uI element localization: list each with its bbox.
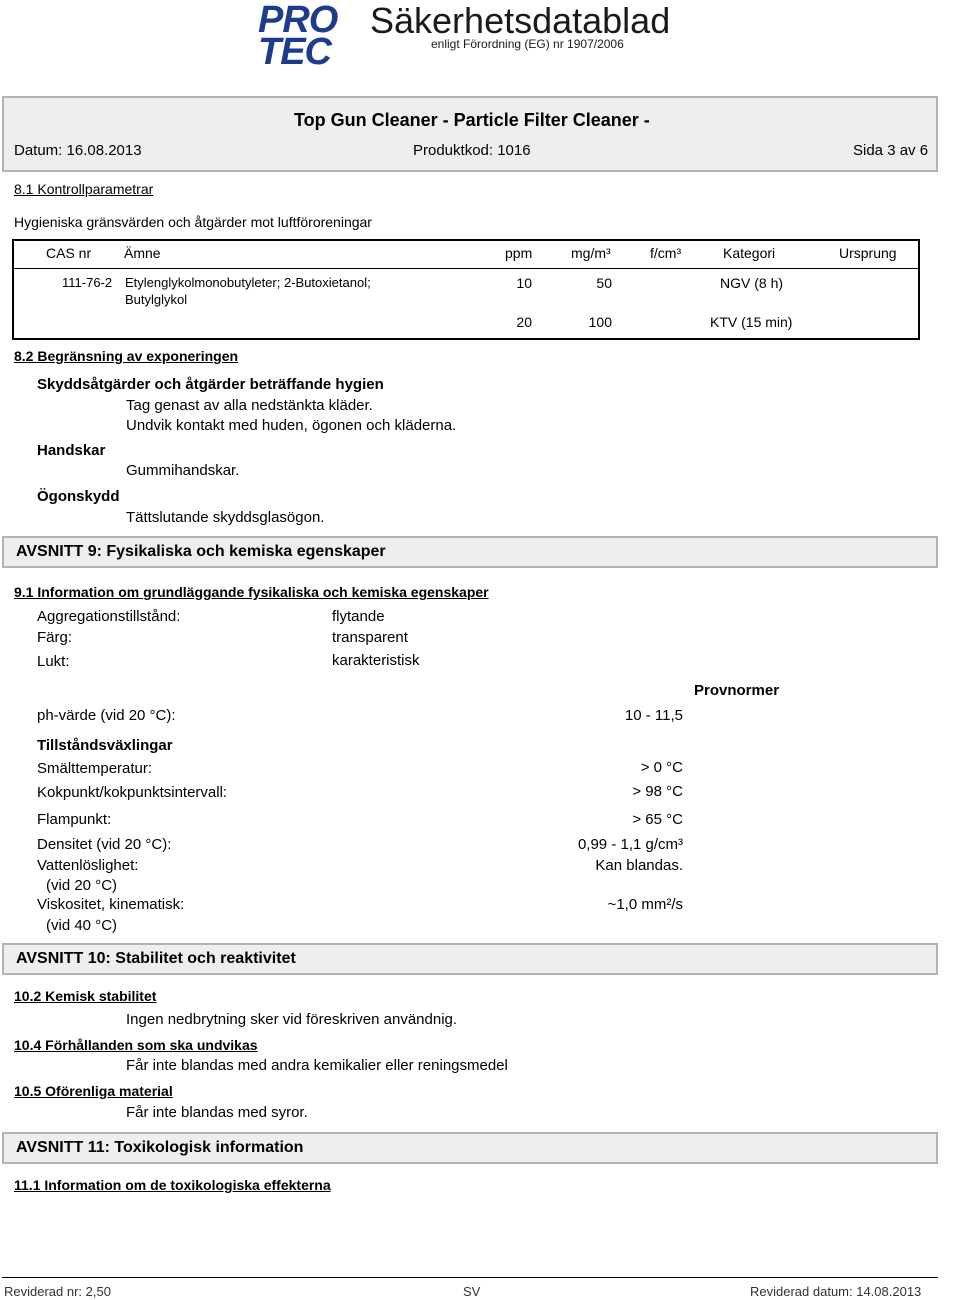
footer-language: SV — [463, 1284, 481, 1299]
subsection-10-5-text: Får inte blandas med syror. — [126, 1104, 308, 1121]
boiling-point-label: Kokpunkt/kokpunktsintervall: — [37, 784, 228, 801]
flash-point-value: > 65 °C — [632, 811, 683, 828]
col-header-ppm: ppm — [505, 245, 533, 261]
color-value: transparent — [332, 629, 408, 646]
footer-revision-date: Reviderad datum: 14.08.2013 — [750, 1284, 922, 1299]
product-name: Top Gun Cleaner - Particle Filter Cleaner - — [294, 110, 650, 130]
section-10-title: AVSNITT 10: Stabilitet och reaktivitet — [16, 950, 296, 967]
melting-point-value: > 0 °C — [640, 759, 683, 776]
col-header-fcm: f/cm³ — [650, 245, 682, 261]
subsection-10-2-text: Ingen nedbrytning sker vid föreskriven användnig. — [126, 1011, 458, 1028]
ph-value: 10 - 11,5 — [624, 707, 683, 724]
col-header-substance: Ämne — [124, 245, 161, 261]
odor-label: Lukt: — [37, 653, 70, 670]
table-cell-mg: 100 — [588, 314, 612, 330]
solubility-value: Kan blandas. — [595, 857, 683, 874]
table-cell-ppm: 20 — [516, 314, 532, 330]
eye-protection-text: Tättslutande skyddsglasögon. — [126, 509, 325, 526]
table-cell-ppm: 10 — [516, 275, 532, 291]
document-date: Datum: 16.08.2013 — [14, 142, 142, 159]
boiling-point-value: > 98 °C — [632, 783, 683, 800]
section-11-title: AVSNITT 11: Toxikologisk information — [16, 1139, 304, 1156]
flash-point-label: Flampunkt: — [37, 811, 112, 828]
subsection-8-1-title: 8.1 Kontrollparametrar — [14, 181, 154, 197]
color-label: Färg: — [37, 629, 73, 646]
hygiene-line: Undvik kontakt med huden, ögonen och kläderna. — [126, 417, 457, 434]
footer-divider — [2, 1277, 938, 1278]
table-cell-substance-cont: Butylglykol — [125, 292, 188, 307]
section-9-header — [2, 536, 938, 568]
page-number: Sida 3 av 6 — [853, 142, 929, 159]
product-header-box — [2, 96, 938, 172]
subsection-10-4-title: 10.4 Förhållanden som ska undvikas — [14, 1037, 258, 1053]
solubility-condition: (vid 20 °C) — [46, 877, 118, 894]
viscosity-label: Viskositet, kinematisk: — [37, 896, 185, 913]
col-header-cas: CAS nr — [46, 245, 92, 261]
table-cell-category: KTV (15 min) — [710, 314, 793, 330]
viscosity-value: ~1,0 mm²/s — [607, 896, 683, 913]
gloves-heading: Handskar — [37, 442, 106, 459]
subsection-10-2-title: 10.2 Kemisk stabilitet — [14, 988, 157, 1004]
table-cell-category: NGV (8 h) — [720, 275, 784, 291]
product-code: Produktkod: 1016 — [413, 142, 531, 159]
table-cell-cas: 111-76-2 — [62, 275, 113, 290]
subsection-9-1-title: 9.1 Information om grundläggande fysikaliska och kemiska egenskaper — [14, 584, 489, 600]
eye-protection-heading: Ögonskydd — [37, 488, 120, 505]
brand-logo-line2: TEC — [258, 31, 331, 73]
subsection-11-1-title: 11.1 Information om de toxikologiska effekterna — [14, 1177, 331, 1193]
subsection-8-2-title: 8.2 Begränsning av exponeringen — [14, 348, 239, 364]
subsection-10-5-title: 10.5 Oförenliga material — [14, 1083, 173, 1099]
table-header-separator — [14, 268, 918, 269]
odor-value: karakteristisk — [332, 652, 420, 669]
section-11-header — [2, 1132, 938, 1164]
limits-title: Hygieniska gränsvärden och åtgärder mot luftföroreningar — [14, 214, 372, 230]
density-label: Densitet (vid 20 °C): — [37, 836, 172, 853]
brand-logo-line1: PRO — [258, 0, 338, 41]
document-subtitle: enligt Förordning (EG) nr 1907/2006 — [431, 37, 624, 51]
ph-label: ph-värde (vid 20 °C): — [37, 707, 176, 724]
gloves-text: Gummihandskar. — [126, 462, 240, 479]
hygiene-heading: Skyddsåtgärder och åtgärder beträffande hygien — [37, 376, 384, 393]
state-value: flytande — [332, 608, 385, 625]
melting-point-label: Smälttemperatur: — [37, 760, 153, 777]
document-title: Säkerhetsdatablad — [370, 0, 671, 41]
subsection-10-4-text: Får inte blandas med andra kemikalier eller reningsmedel — [126, 1057, 508, 1074]
col-header-origin: Ursprung — [839, 245, 897, 261]
test-norms-heading: Provnormer — [694, 682, 780, 699]
col-header-category: Kategori — [723, 245, 776, 261]
solubility-label: Vattenlöslighet: — [37, 857, 139, 874]
col-header-mg: mg/m³ — [571, 245, 611, 261]
hygiene-line: Tag genast av alla nedstänkta kläder. — [126, 397, 373, 414]
table-cell-substance: Etylenglykolmonobutyleter; 2-Butoxietanol; — [125, 275, 371, 290]
table-cell-mg: 50 — [596, 275, 612, 291]
viscosity-condition: (vid 40 °C) — [46, 917, 118, 934]
density-value: 0,99 - 1,1 g/cm³ — [577, 836, 683, 853]
phase-change-heading: Tillståndsväxlingar — [37, 737, 173, 754]
section-9-title: AVSNITT 9: Fysikaliska och kemiska egenskaper — [16, 543, 386, 560]
state-label: Aggregationstillstånd: — [37, 608, 181, 625]
footer-revision: Reviderad nr: 2,50 — [4, 1284, 111, 1299]
section-10-header — [2, 943, 938, 975]
